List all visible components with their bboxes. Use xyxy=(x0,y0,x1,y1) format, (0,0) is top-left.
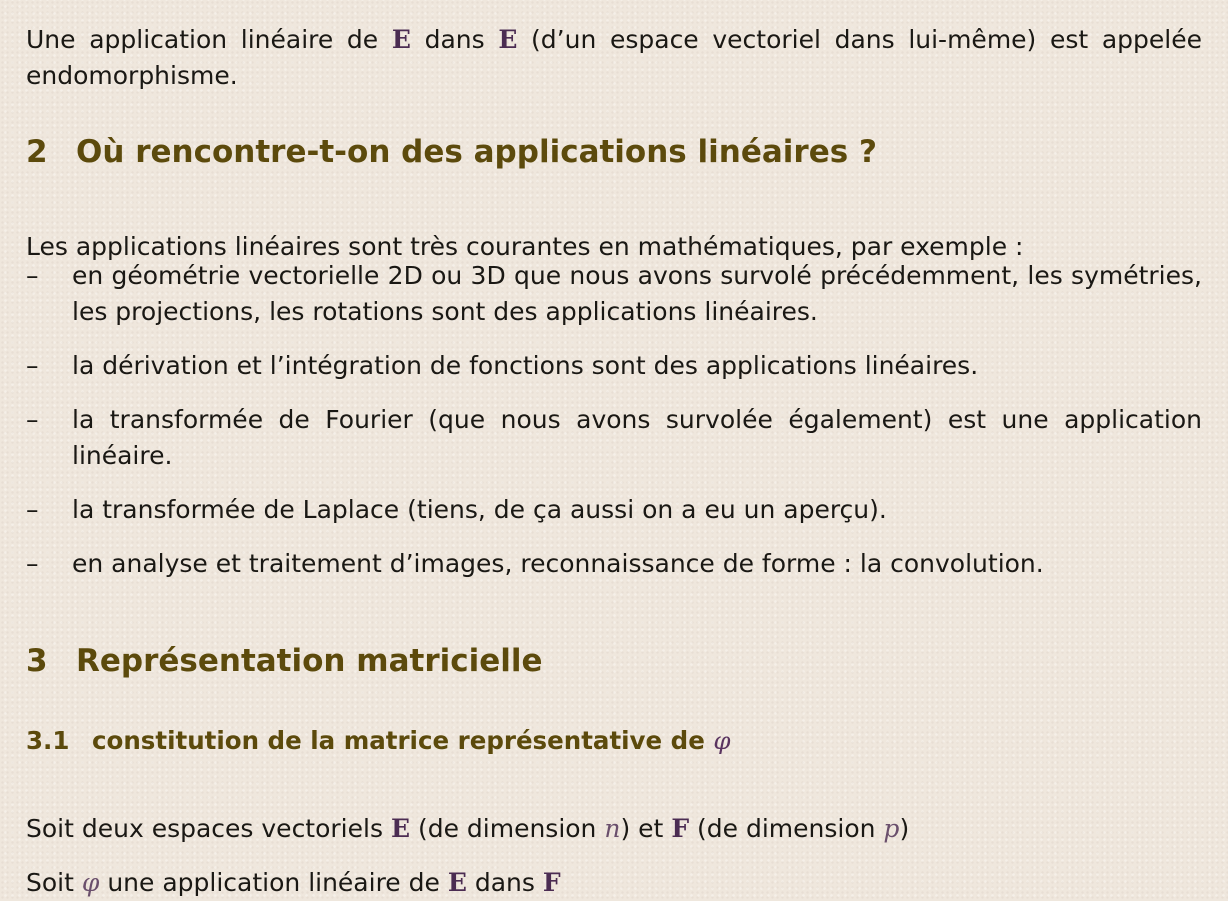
bullet-dash: – xyxy=(26,261,39,290)
math-symbol-n: n xyxy=(604,814,621,843)
intro-text-3: (d’un espace vectoriel dans lui-même) est appelée endomorphisme. xyxy=(26,25,1202,90)
list-item xyxy=(26,402,1202,474)
bullet-dash: – xyxy=(26,549,39,578)
section-title: Représentation matricielle xyxy=(76,643,543,679)
list-item xyxy=(26,258,1202,330)
list-item-text: en géométrie vectorielle 2D ou 3D que nous avons survolé précédemment, les symétries, les projections, les rotations sont des applications linéaires. xyxy=(72,261,1202,326)
intro-text-1: Une application linéaire de xyxy=(26,25,392,54)
text-segment: ) xyxy=(899,814,910,843)
bullet-dash: – xyxy=(26,351,39,380)
section-title: Où rencontre-t-on des applications linéaires ? xyxy=(76,134,877,170)
math-symbol-F: F xyxy=(671,814,690,843)
text-segment: Soit xyxy=(26,868,82,897)
applications-list xyxy=(26,258,1202,600)
bullet-dash: – xyxy=(26,405,39,434)
intro-text-2: dans xyxy=(410,25,499,54)
section-3-heading xyxy=(26,643,543,679)
text-segment: Soit deux espaces vectoriels xyxy=(26,814,391,843)
math-symbol-phi: φ xyxy=(81,868,100,897)
section-number: 3 xyxy=(26,643,48,679)
section-2-heading xyxy=(26,134,877,170)
section-number: 2 xyxy=(26,134,48,170)
math-symbol-p: p xyxy=(883,814,900,843)
math-symbol-E: E xyxy=(390,814,410,843)
text-segment: (de dimension xyxy=(689,814,884,843)
list-item xyxy=(26,492,1202,528)
text-segment: une application linéaire de xyxy=(99,868,448,897)
list-item-text: la transformée de Laplace (tiens, de ça aussi on a eu un aperçu). xyxy=(72,495,887,524)
list-item xyxy=(26,546,1202,582)
section-2-lead: Les applications linéaires sont très courantes en mathématiques, par exemple : xyxy=(26,232,1024,261)
math-symbol-E: E xyxy=(498,25,518,54)
spaces-definition-line xyxy=(26,811,909,847)
math-symbol-F: F xyxy=(542,868,561,897)
math-symbol-E: E xyxy=(447,868,467,897)
text-segment: dans xyxy=(466,868,543,897)
math-symbol-E: E xyxy=(391,25,411,54)
bullet-dash: – xyxy=(26,495,39,524)
math-symbol-phi: φ xyxy=(713,726,731,755)
subsection-3-1-heading xyxy=(26,726,731,755)
phi-definition-line xyxy=(26,865,561,901)
list-item-text: la transformée de Fourier (que nous avons survolée également) est une application linéaire. xyxy=(72,405,1202,470)
text-segment: ) et xyxy=(620,814,672,843)
subsection-title: constitution de la matrice représentative de xyxy=(92,726,714,755)
subsection-number: 3.1 xyxy=(26,726,70,755)
list-item xyxy=(26,348,1202,384)
list-item-text: en analyse et traitement d’images, reconnaissance de forme : la convolution. xyxy=(72,549,1044,578)
intro-paragraph xyxy=(26,22,1202,94)
text-segment: (de dimension xyxy=(410,814,605,843)
list-item-text: la dérivation et l’intégration de fonctions sont des applications linéaires. xyxy=(72,351,979,380)
